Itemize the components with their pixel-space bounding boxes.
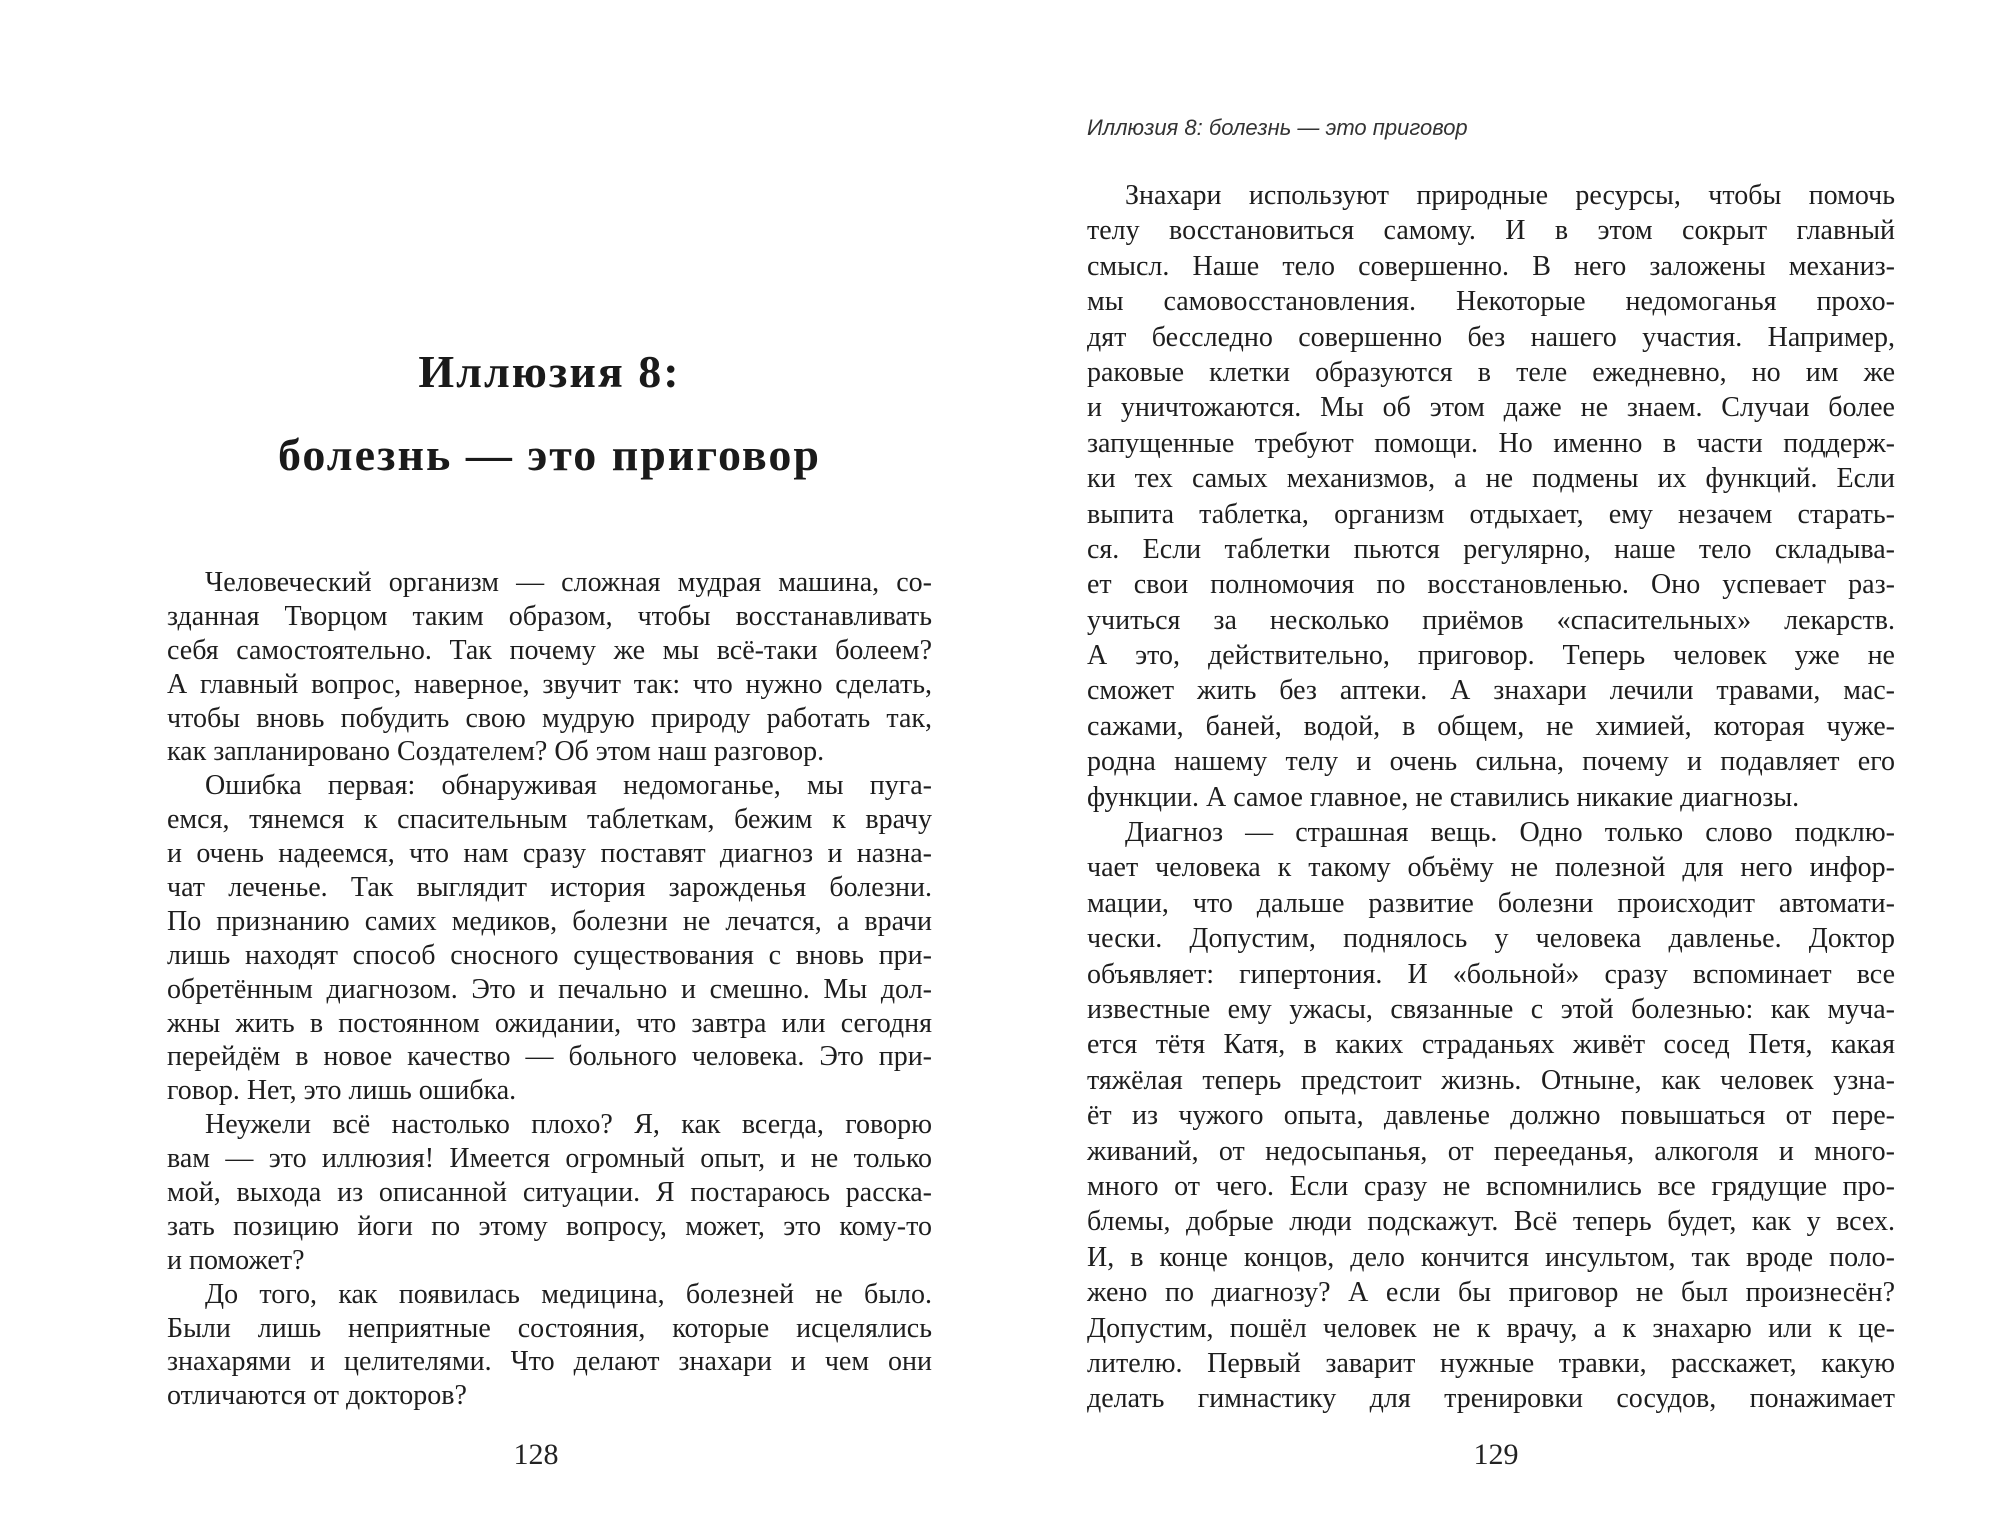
text-line: блемы, добрые люди подскажут. Всё теперь будет, как у всех.	[1087, 1206, 1895, 1238]
text-line: как запланировано Создателем? Об этом наш разговор.	[167, 736, 825, 768]
text-line: ся. Если таблетки пьются регулярно, наше тело складыва-	[1087, 533, 1895, 565]
text-line: говор. Нет, это лишь ошибка.	[167, 1075, 517, 1107]
text-line: живаний, от недосыпанья, от перееданья, алкоголя и много-	[1087, 1135, 1895, 1167]
text-line: лителю. Первый заварит нужные травки, расскажет, какую	[1087, 1347, 1895, 1379]
text-line: много от чего. Если сразу не вспомнились все грядущие про-	[1087, 1170, 1895, 1202]
text-line: и поможет?	[167, 1244, 305, 1276]
paragraph	[1087, 178, 1895, 815]
text-line: ется тётя Катя, в каких страданьях живёт сосед Петя, какая	[1087, 1029, 1895, 1061]
right-page-body-text	[1087, 178, 1895, 1417]
text-line: мации, что дальше развитие болезни происходит автомати-	[1087, 887, 1895, 919]
text-line: Человеческий организм — сложная мудрая машина, со-	[205, 567, 932, 598]
text-line: ёт из чужого опыта, давленье должно повышаться от пере-	[1087, 1100, 1895, 1132]
text-line: Неужели всё настолько плохо? Я, как всегда, говорю	[205, 1109, 932, 1141]
paragraph	[167, 1278, 932, 1414]
text-line: ки тех самых механизмов, а не подмены их функций. Если	[1087, 463, 1895, 495]
text-line: А главный вопрос, наверное, звучит так: что нужно сделать,	[167, 668, 932, 700]
right-page	[1000, 0, 2000, 1531]
text-line: жны жить в постоянном ожидании, что завтра или сегодня	[167, 1007, 932, 1039]
text-line: тяжёлая теперь предстоит жизнь. Отныне, как человек узна-	[1087, 1064, 1895, 1096]
text-line: Диагноз — страшная вещь. Одно только слово подклю-	[1125, 817, 1895, 849]
text-line: родна нашему телу и очень сильна, почему и подавляет его	[1087, 746, 1895, 778]
text-line: емся, тянемся к спасительным таблеткам, бежим к врачу	[167, 804, 932, 836]
text-line: телу восстановиться самому. И в этом сокрыт главный	[1087, 215, 1895, 247]
text-line: До того, как появилась медицина, болезней не было.	[205, 1278, 932, 1310]
text-line: Ошибка первая: обнаруживая недомоганье, мы пуга-	[205, 770, 932, 802]
text-line: лишь находят способ сносного существования с вновь при-	[167, 939, 932, 971]
text-line: жено по диагнозу? А если бы приговор не был произнесён?	[1087, 1277, 1895, 1309]
text-line: и очень надеемся, что нам сразу поставят диагноз и назна-	[167, 838, 932, 870]
paragraph	[167, 769, 932, 1108]
text-line: чески. Допустим, поднялось у человека давленье. Доктор	[1087, 923, 1895, 955]
chapter-title	[167, 330, 932, 496]
text-line: перейдём в новое качество — больного человека. Это при-	[167, 1041, 932, 1073]
text-line: смысл. Наше тело совершенно. В него заложены механиз-	[1087, 250, 1895, 282]
text-line: А это, действительно, приговор. Теперь человек уже не	[1087, 640, 1895, 672]
text-line: вам — это иллюзия! Имеется огромный опыт, и не только	[167, 1143, 932, 1175]
text-line: выпита таблетка, организм отдыхает, ему незачем старать-	[1087, 498, 1895, 530]
text-line: дят бесследно совершенно без нашего участия. Например,	[1087, 321, 1895, 353]
paragraph	[167, 1108, 932, 1277]
text-line: учиться за несколько приёмов «спасительных» лекарств.	[1087, 604, 1895, 636]
text-line: сможет жить без аптеки. А знахари лечили травами, мас-	[1087, 675, 1895, 707]
chapter-title-line-1: Иллюзия 8:	[418, 346, 681, 397]
text-line: Знахари используют природные ресурсы, чтобы помочь	[1125, 180, 1895, 211]
text-line: раковые клетки образуются в теле ежедневно, но им же	[1087, 356, 1895, 388]
page-number-right: 129	[1473, 1438, 1519, 1471]
text-line: себя самостоятельно. Так почему же мы всё-таки болеем?	[167, 634, 932, 666]
text-line: знахарями и целителями. Что делают знахари и чем они	[167, 1346, 932, 1378]
text-line: ет свои полномочия по восстановленью. Оно успевает раз-	[1087, 569, 1895, 601]
text-line: По признанию самих медиков, болезни не лечатся, а врачи	[167, 905, 932, 937]
text-line: функции. А самое главное, не ставились никакие диагнозы.	[1087, 781, 1800, 813]
text-line: делать гимнастику для тренировки сосудов, понажимает	[1087, 1383, 1895, 1415]
text-line: сажами, баней, водой, в общем, не химией, которая чуже-	[1087, 710, 1895, 742]
text-line: чат леченье. Так выглядит история зарожденья болезни.	[167, 872, 932, 904]
page-number-left: 128	[513, 1438, 559, 1471]
text-line: и уничтожаются. Мы об этом даже не знаем. Случаи более	[1087, 392, 1895, 424]
text-line: И, в конце концов, дело кончится инсультом, так вроде поло-	[1087, 1241, 1895, 1273]
left-page-body-text	[167, 566, 932, 1413]
text-line: чтобы вновь побудить свою мудрую природу работать так,	[167, 702, 932, 734]
text-line: зданная Творцом таким образом, чтобы восстанавливать	[167, 600, 932, 632]
paragraph	[1087, 815, 1895, 1417]
text-line: Были лишь неприятные состояния, которые исцелялись	[167, 1312, 932, 1344]
text-line: запущенные требуют помощи. Но именно в части поддерж-	[1087, 427, 1895, 459]
paragraph	[167, 566, 932, 769]
running-header: Иллюзия 8: болезнь — это приговор	[1087, 115, 1468, 140]
text-line: отличаются от докторов?	[167, 1380, 467, 1412]
text-line: зать позицию йоги по этому вопросу, может, это кому-то	[167, 1210, 932, 1242]
text-line: мой, выхода из описанной ситуации. Я постараюсь расска-	[167, 1177, 932, 1209]
text-line: обретённым диагнозом. Это и печально и смешно. Мы дол-	[167, 973, 932, 1005]
text-line: Допустим, пошёл человек не к врачу, а к знахарю или к це-	[1087, 1312, 1895, 1344]
text-line: объявляет: гипертония. И «больной» сразу вспоминает все	[1087, 958, 1895, 990]
text-line: известные ему ужасы, связанные с этой болезнью: как муча-	[1087, 993, 1895, 1025]
chapter-title-line-2: болезнь — это приговор	[278, 429, 821, 480]
text-line: чает человека к такому объёму не полезной для него инфор-	[1087, 852, 1895, 884]
text-line: мы самовосстановления. Некоторые недомоганья прохо-	[1087, 286, 1895, 318]
